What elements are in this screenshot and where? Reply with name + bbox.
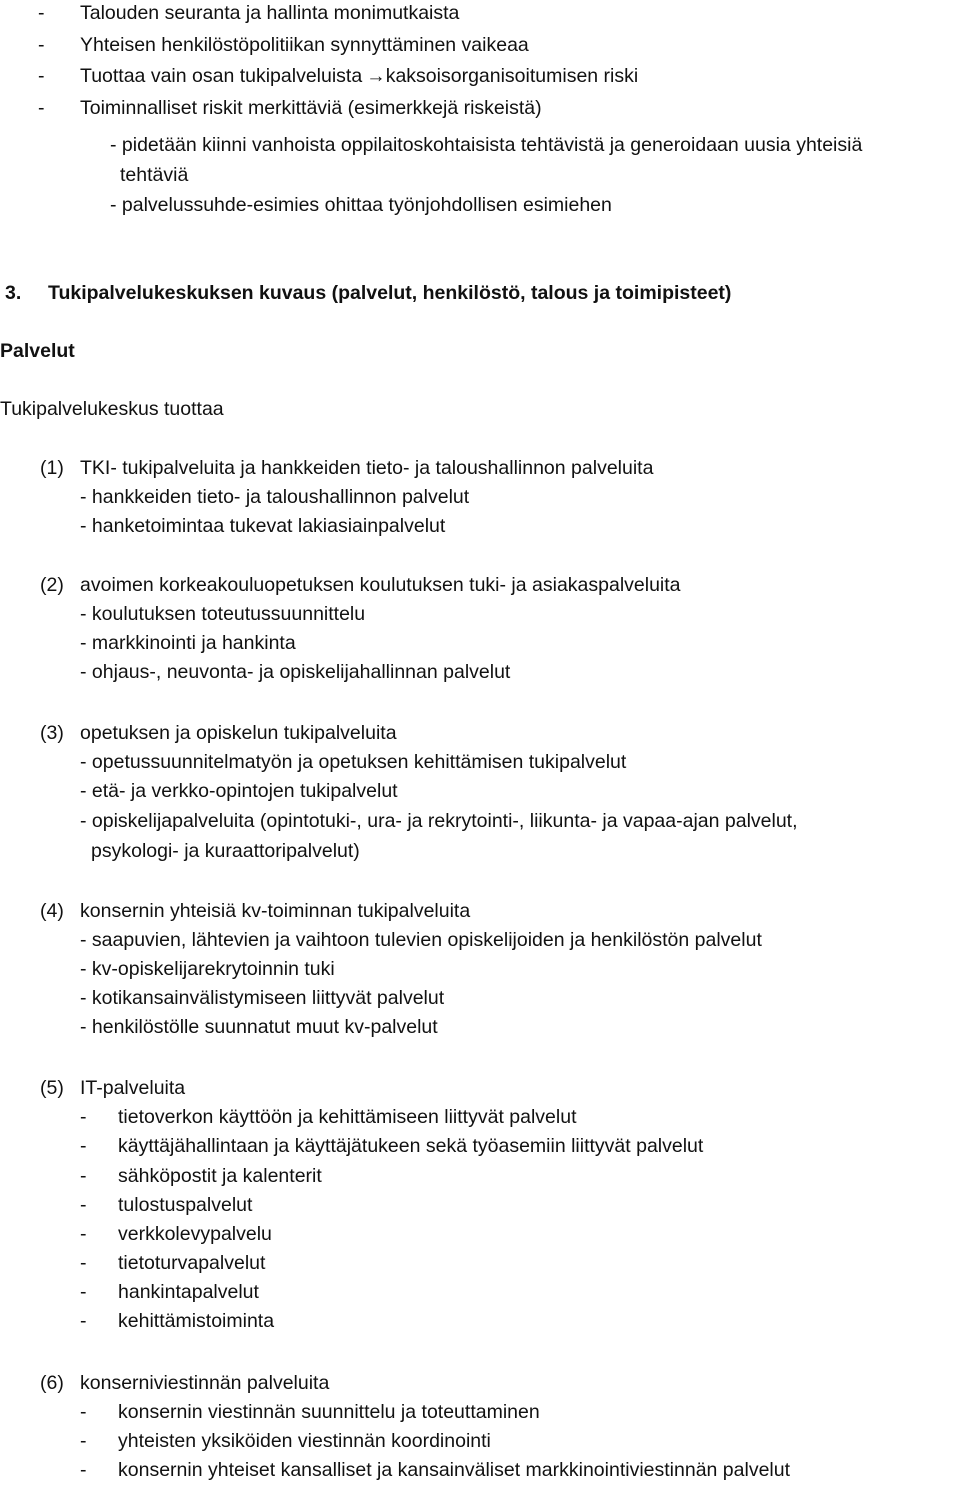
group-title: IT-palveluita: [80, 1077, 186, 1099]
group-item: tietoverkon käyttöön ja kehittämiseen liittyvät palvelut: [118, 1106, 577, 1128]
group-number: (5): [40, 1077, 64, 1099]
group-dash: -: [80, 1223, 87, 1245]
group-item: - saapuvien, lähtevien ja vaihtoon tulevien opiskelijoiden ja henkilöstön palvelut: [80, 929, 762, 951]
intro-sub-item: - pidetään kiinni vanhoista oppilaitoskohtaisista tehtävistä ja generoidaan uusia yhteisiä: [110, 134, 863, 156]
subheading: Palvelut: [0, 340, 75, 362]
group-dash: -: [80, 1310, 87, 1332]
group-title: konsernin yhteisiä kv-toiminnan tukipalveluita: [80, 900, 471, 922]
group-dash: -: [80, 1165, 87, 1187]
section-title: Tukipalvelukeskuksen kuvaus (palvelut, henkilöstö, talous ja toimipisteet): [48, 282, 732, 304]
group-item: - hankkeiden tieto- ja taloushallinnon palvelut: [80, 486, 470, 508]
group-item: - etä- ja verkko-opintojen tukipalvelut: [80, 780, 398, 802]
lead-text: Tukipalvelukeskus tuottaa: [0, 398, 224, 420]
group-title: konserniviestinnän palveluita: [80, 1372, 330, 1394]
group-item: yhteisten yksiköiden viestinnän koordinointi: [118, 1430, 491, 1452]
intro-bullet-text: Tuottaa vain osan tukipalveluista: [80, 65, 363, 87]
group-item: sähköpostit ja kalenterit: [118, 1165, 322, 1187]
intro-dash: -: [38, 34, 45, 56]
group-dash: -: [80, 1194, 87, 1216]
intro-dash: -: [38, 65, 45, 87]
group-dash: -: [80, 1252, 87, 1274]
intro-sub-item: - palvelussuhde-esimies ohittaa työnjohdollisen esimiehen: [110, 194, 612, 216]
group-item: tulostuspalvelut: [118, 1194, 253, 1216]
group-item: - kotikansainvälistymiseen liittyvät palvelut: [80, 987, 445, 1009]
group-item: - opiskelijapalveluita (opintotuki-, ura- ja rekrytointi-, liikunta- ja vapaa-ajan palvelut,: [80, 810, 798, 832]
group-item: - henkilöstölle suunnatut muut kv-palvelut: [80, 1016, 438, 1038]
intro-bullet-text-with-arrow: [80, 67, 638, 87]
group-item: - kv-opiskelijarekrytoinnin tuki: [80, 958, 335, 980]
intro-dash: -: [38, 2, 45, 24]
group-number: (3): [40, 722, 64, 744]
group-dash: -: [80, 1281, 87, 1303]
group-item-continuation: psykologi- ja kuraattoripalvelut): [91, 840, 360, 862]
intro-arrow-text: kaksoisorganisoitumisen riski: [385, 65, 639, 87]
group-number: (6): [40, 1372, 64, 1394]
group-item: - opetussuunnitelmatyön ja opetuksen kehittämisen tukipalvelut: [80, 751, 627, 773]
group-dash: -: [80, 1401, 87, 1423]
arrow-right-icon: →: [366, 65, 386, 87]
group-item: - koulutuksen toteutussuunnittelu: [80, 603, 366, 625]
group-item: verkkolevypalvelu: [118, 1223, 272, 1245]
group-item: konsernin yhteiset kansalliset ja kansainväliset markkinointiviestinnän palvelut: [118, 1459, 791, 1481]
group-item: - ohjaus-, neuvonta- ja opiskelijahallinnan palvelut: [80, 661, 511, 683]
group-dash: -: [80, 1459, 87, 1481]
group-item: konsernin viestinnän suunnittelu ja toteuttaminen: [118, 1401, 540, 1423]
section-number: 3.: [5, 282, 22, 304]
group-dash: -: [80, 1135, 87, 1157]
group-dash: -: [80, 1106, 87, 1128]
intro-bullet-text: Toiminnalliset riskit merkittäviä (esimerkkejä riskeistä): [80, 97, 542, 119]
group-item: - hanketoimintaa tukevat lakiasiainpalvelut: [80, 515, 446, 537]
group-number: (4): [40, 900, 64, 922]
group-item: - markkinointi ja hankinta: [80, 632, 296, 654]
group-dash: -: [80, 1430, 87, 1452]
intro-bullet-text: Yhteisen henkilöstöpolitiikan synnyttäminen vaikeaa: [80, 34, 529, 56]
group-item: käyttäjähallintaan ja käyttäjätukeen sekä työasemiin liittyvät palvelut: [118, 1135, 704, 1157]
intro-dash: -: [38, 97, 45, 119]
group-item: kehittämistoiminta: [118, 1310, 275, 1332]
group-title: TKI- tukipalveluita ja hankkeiden tieto- ja taloushallinnon palveluita: [80, 457, 654, 479]
group-item: hankintapalvelut: [118, 1281, 259, 1303]
group-item: tietoturvapalvelut: [118, 1252, 266, 1274]
group-number: (1): [40, 457, 64, 479]
group-title: avoimen korkeakouluopetuksen koulutuksen tuki- ja asiakaspalveluita: [80, 574, 681, 596]
intro-sub-item: tehtäviä: [120, 164, 189, 186]
group-title: opetuksen ja opiskelun tukipalveluita: [80, 722, 397, 744]
intro-bullet-text: Talouden seuranta ja hallinta monimutkaista: [80, 2, 460, 24]
group-number: (2): [40, 574, 64, 596]
